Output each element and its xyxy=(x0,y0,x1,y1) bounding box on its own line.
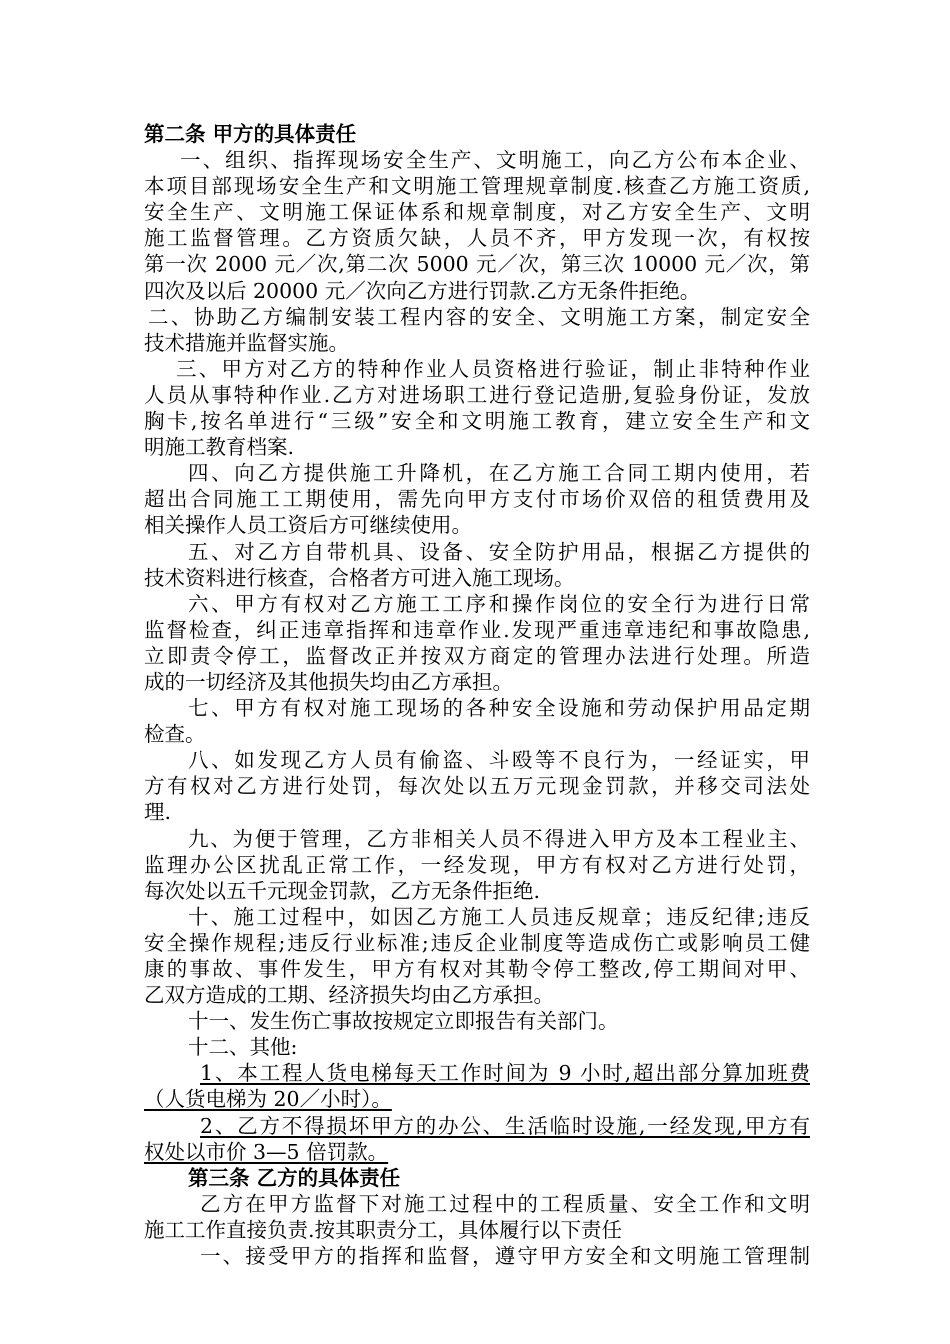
text-line: 本项目部现场安全生产和文明施工管理规章制度.核查乙方施工资质, xyxy=(144,174,810,199)
text-line: 三、甲方对乙方的特种作业人员资格进行验证，制止非特种作业 xyxy=(176,356,810,381)
text-line: 康的事故、事件发生，甲方有权对其勒令停工整改,停工期间对甲、 xyxy=(144,957,810,981)
text-line: 监理办公区扰乱正常工作，一经发现，甲方有权对乙方进行处罚， xyxy=(144,852,810,877)
text-line: 安全生产、文明施工保证体系和规章制度，对乙方安全生产、文明 xyxy=(144,200,810,225)
text-line: 十一、发生伤亡事故按规定立即报告有关部门。 xyxy=(188,1009,619,1034)
text-line: 方有权对乙方进行处罚，每次处以五万元现金罚款，并移交司法处 xyxy=(144,774,810,799)
text-line: 第一次 2000 元／次,第二次 5000 元／次，第三次 10000 元／次，第 xyxy=(144,252,810,277)
section-heading: 第二条 甲方的具体责任 xyxy=(144,122,357,146)
text-line: 施工监督管理。乙方资质欠缺，人员不齐，甲方发现一次，有权按 xyxy=(144,226,810,251)
section-heading: 第三条 乙方的具体责任 xyxy=(188,1165,401,1190)
text-line: 十、施工过程中，如因乙方施工人员违反规章；违反纪律;违反 xyxy=(188,904,810,929)
text-line: 二、协助乙方编制安装工程内容的安全、文明施工方案，制定安全 xyxy=(148,304,810,329)
text-line: 六、甲方有权对乙方施工工序和操作岗位的安全行为进行日常 xyxy=(188,591,810,616)
text-line: 权处以市价 3—5 倍罚款。 xyxy=(144,1139,389,1164)
text-line: （人货电梯为 20／小时）。 xyxy=(144,1087,392,1112)
text-line: 一、组织、指挥现场安全生产、文明施工，向乙方公布本企业、 xyxy=(180,148,810,173)
text-line: 理. xyxy=(144,800,172,825)
text-line: 超出合同施工工期使用，需先向甲方支付市场价双倍的租赁费用及 xyxy=(144,487,810,512)
text-line: 技术措施并监督实施。 xyxy=(144,330,349,355)
text-line: 十二、其他: xyxy=(188,1035,298,1060)
text-line: 四、向乙方提供施工升降机，在乙方施工合同工期内使用，若 xyxy=(188,461,810,486)
text-line: 1、本工程人货电梯每天工作时间为 9 小时,超出部分算加班费 xyxy=(200,1061,810,1086)
text-line: 检查。 xyxy=(144,722,206,747)
text-line: 成的一切经济及其他损失均由乙方承担。 xyxy=(144,669,513,694)
document-page xyxy=(144,121,810,1269)
text-line: 立即责令停工，监督改正并按双方商定的管理办法进行处理。所造 xyxy=(144,643,810,668)
text-line: 施工工作直接负责.按其职责分工，具体履行以下责任 xyxy=(144,1217,623,1242)
text-line: 明施工教育档案. xyxy=(144,435,295,460)
text-line: 一、接受甲方的指挥和监督，遵守甲方安全和文明施工管理制 xyxy=(200,1244,810,1269)
text-line: 八、如发现乙方人员有偷盗、斗殴等不良行为，一经证实，甲 xyxy=(188,748,810,773)
text-line: 五、对乙方自带机具、设备、安全防护用品，根据乙方提供的 xyxy=(188,539,810,564)
text-line: 胸卡,按名单进行“三级”安全和文明施工教育，建立安全生产和文 xyxy=(144,409,810,434)
text-line: 技术资料进行核查，合格者方可进入施工现场。 xyxy=(144,565,575,590)
text-line: 九、为便于管理，乙方非相关人员不得进入甲方及本工程业主、 xyxy=(188,826,810,851)
text-line: 七、甲方有权对施工现场的各种安全设施和劳动保护用品定期 xyxy=(188,696,810,721)
text-line: 乙双方造成的工期、经济损失均由乙方承担。 xyxy=(144,983,554,1008)
text-line: 乙方在甲方监督下对施工过程中的工程质量、安全工作和文明 xyxy=(200,1191,810,1216)
text-line: 2、乙方不得损坏甲方的办公、生活临时设施,一经发现,甲方有 xyxy=(200,1113,810,1138)
text-line: 每次处以五千元现金罚款，乙方无条件拒绝. xyxy=(144,878,541,903)
text-line: 安全操作规程;违反行业标准;违反企业制度等造成伤亡或影响员工健 xyxy=(144,930,810,955)
text-line: 人员从事特种作业.乙方对进场职工进行登记造册,复验身份证，发放 xyxy=(144,382,810,407)
text-line: 四次及以后 20000 元／次向乙方进行罚款.乙方无条件拒绝。 xyxy=(144,278,701,303)
text-line: 监督检查，纠正违章指挥和违章作业.发现严重违章违纪和事故隐患, xyxy=(144,617,810,642)
text-line: 相关操作人员工资后方可继续使用。 xyxy=(144,513,472,538)
